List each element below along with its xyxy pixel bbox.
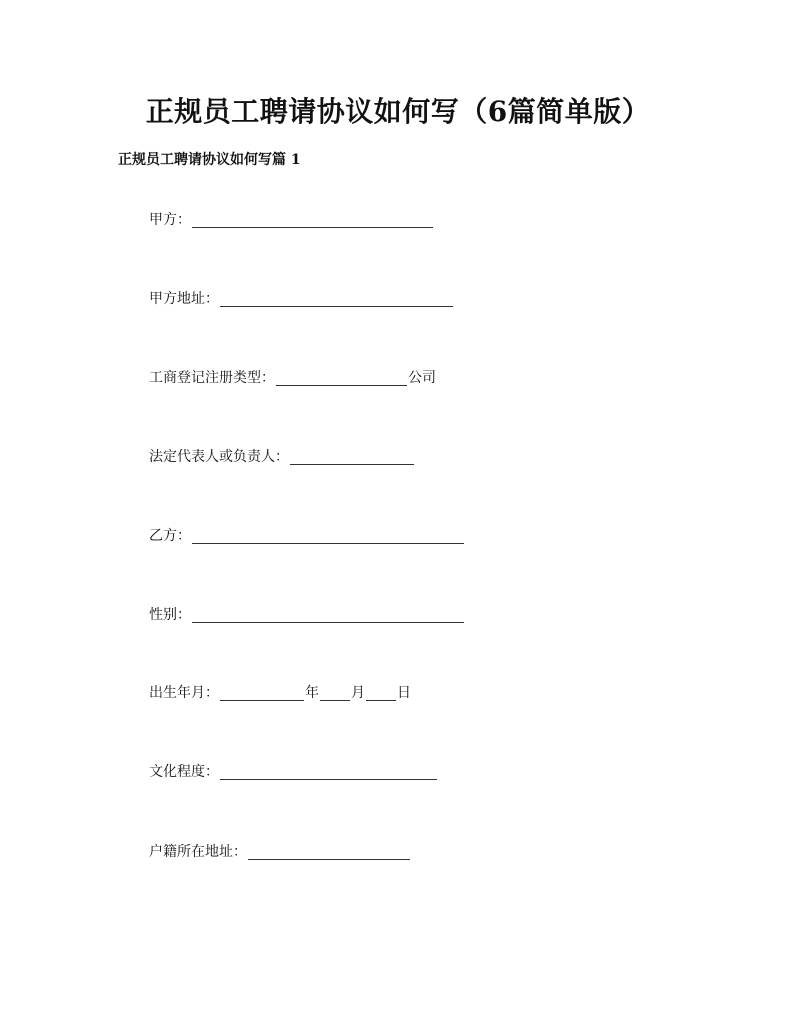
household-address-row xyxy=(149,842,411,862)
party-a-row xyxy=(149,210,434,230)
party-b-blank[interactable] xyxy=(192,529,464,544)
education-label: 文化程度： xyxy=(149,764,219,780)
day-label: 日 xyxy=(397,685,411,701)
household-address-blank[interactable] xyxy=(248,845,410,860)
party-a-blank[interactable] xyxy=(192,213,433,228)
gender-row xyxy=(149,605,465,625)
party-b-row xyxy=(149,526,465,546)
education-blank[interactable] xyxy=(220,765,437,780)
business-type-blank[interactable] xyxy=(276,371,407,386)
business-type-label: 工商登记注册类型： xyxy=(149,370,275,386)
birth-date-label: 出生年月： xyxy=(149,685,219,701)
legal-rep-row xyxy=(149,447,415,467)
business-type-row xyxy=(149,368,436,388)
gender-blank[interactable] xyxy=(192,608,464,623)
birth-year-blank[interactable] xyxy=(220,686,304,701)
party-a-label: 甲方： xyxy=(149,212,191,228)
gender-label: 性别： xyxy=(149,607,191,623)
party-a-address-label: 甲方地址： xyxy=(149,291,219,307)
section-heading: 正规员工聘请协议如何写篇 1 xyxy=(118,152,301,168)
birth-date-row xyxy=(149,683,411,703)
party-a-address-blank[interactable] xyxy=(220,292,453,307)
year-label: 年 xyxy=(305,685,319,701)
business-type-suffix: 公司 xyxy=(408,370,436,386)
household-address-label: 户籍所在地址： xyxy=(149,844,247,860)
legal-rep-blank[interactable] xyxy=(290,450,414,465)
birth-day-blank[interactable] xyxy=(366,686,396,701)
birth-month-blank[interactable] xyxy=(320,686,350,701)
education-row xyxy=(149,762,438,782)
month-label: 月 xyxy=(351,685,365,701)
party-b-label: 乙方： xyxy=(149,528,191,544)
party-a-address-row xyxy=(149,289,454,309)
page-title: 正规员工聘请协议如何写（6篇简单版） xyxy=(145,95,651,128)
legal-rep-label: 法定代表人或负责人： xyxy=(149,449,289,465)
